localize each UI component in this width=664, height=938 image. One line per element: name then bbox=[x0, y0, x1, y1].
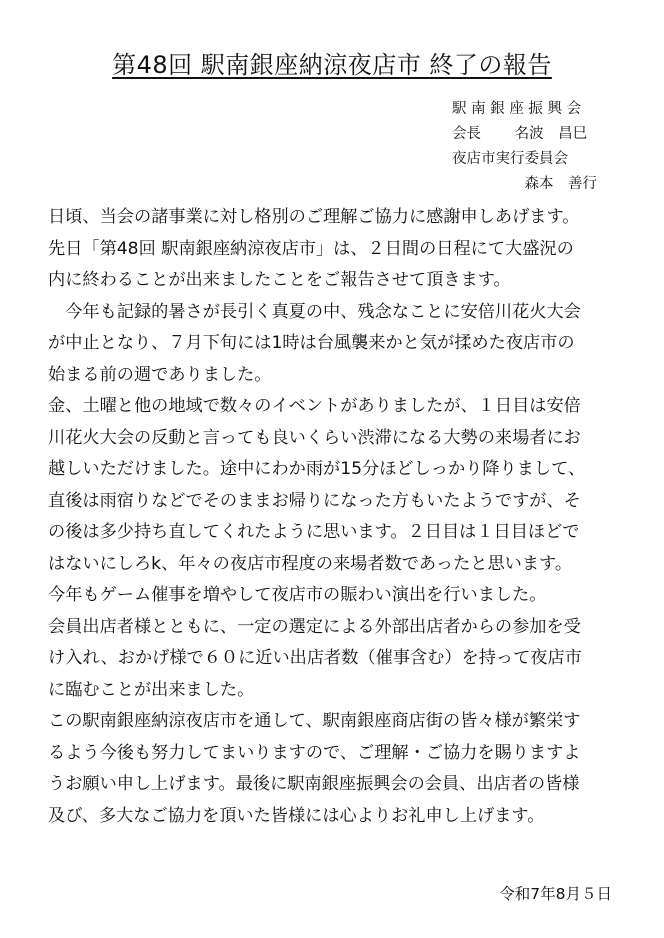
body-line: うお願い申し上げます。最後に駅南銀座振興会の会員、出店者の皆様 bbox=[48, 774, 580, 794]
chairman-line: 会長 名波 昌巳 bbox=[452, 126, 588, 142]
paragraph-games bbox=[48, 580, 618, 612]
body-line: 越しいただけました。途中にわか雨が15分ほどしっかり降りまして、 bbox=[48, 459, 586, 479]
paragraph-attendance bbox=[48, 391, 618, 580]
sender-block bbox=[452, 97, 652, 197]
body-line: 及び、多大なご協力を頂いた皆様には心よりお礼申し上げます。 bbox=[48, 805, 545, 826]
paragraph-greeting bbox=[48, 202, 618, 297]
body-line: 会員出店者様とともに、一定の選定による外部出店者からの参加を受 bbox=[48, 616, 581, 637]
document-title: 第48回 駅南銀座納涼夜店市 終了の報告 bbox=[112, 51, 552, 79]
body-line: 今年もゲーム催事を増やして夜店市の賑わい演出を行いました。 bbox=[48, 585, 547, 605]
document-date: 令和7年8月５日 bbox=[499, 885, 612, 903]
body-line: 直後は雨宿りなどでそのままお帰りになった方もいたようですが、そ bbox=[48, 490, 581, 511]
body-line: 日頃、当会の諸事業に対し格別のご理解ご協力に感謝申しあげます。 bbox=[48, 207, 580, 227]
paragraph-exhibitors bbox=[48, 612, 618, 707]
body-line: に臨むことが出来ました。 bbox=[48, 679, 255, 700]
body-line: が中止となり、７月下旬には1時は台風襲来かと気が揉めた夜店市の bbox=[48, 333, 575, 353]
paragraph-weather bbox=[48, 297, 618, 392]
body-line: 金、土曜と他の地域で数々のイベントがありましたが、１日目は安倍 bbox=[48, 396, 581, 416]
body-line: 今年も記録的暑さが長引く真夏の中、残念なことに安倍川花火大会 bbox=[48, 301, 581, 322]
body-line: 内に終わることが出来ましたことをご報告させて頂きます。 bbox=[48, 270, 511, 290]
body-line: この駅南銀座納涼夜店市を通して、駅南銀座商店街の皆々様が繁栄す bbox=[48, 711, 581, 731]
body-line: はないにしろk、年々の夜店市程度の来場者数であったと思います。 bbox=[48, 553, 573, 574]
body-line: 始まる前の週でありました。 bbox=[48, 364, 272, 385]
body-line: るよう今後も努力してまいりますので、ご理解・ご協力を賜りますよ bbox=[48, 742, 581, 763]
association-name: 駅 南 銀 座 振 興 会 bbox=[452, 101, 582, 117]
body-line: け入れ、おかげ様で６０に近い出店者数（催事含む）を持って夜店市 bbox=[48, 648, 582, 668]
committee-member-line: 森本 善行 bbox=[452, 176, 597, 192]
committee-name: 夜店市実行委員会 bbox=[452, 151, 568, 167]
paragraph-closing bbox=[48, 706, 618, 832]
body-line: 川花火大会の反動と言っても良いくらい渋滞になる大勢の来場者にお bbox=[48, 427, 581, 448]
body-line: の後は多少持ち直してくれたように思います。２日目は１日目ほどで bbox=[48, 522, 580, 542]
body-line: 先日「第48回 駅南銀座納涼夜店市」は、２日間の日程にて大盛況の bbox=[48, 238, 574, 259]
letter-body bbox=[48, 202, 618, 832]
